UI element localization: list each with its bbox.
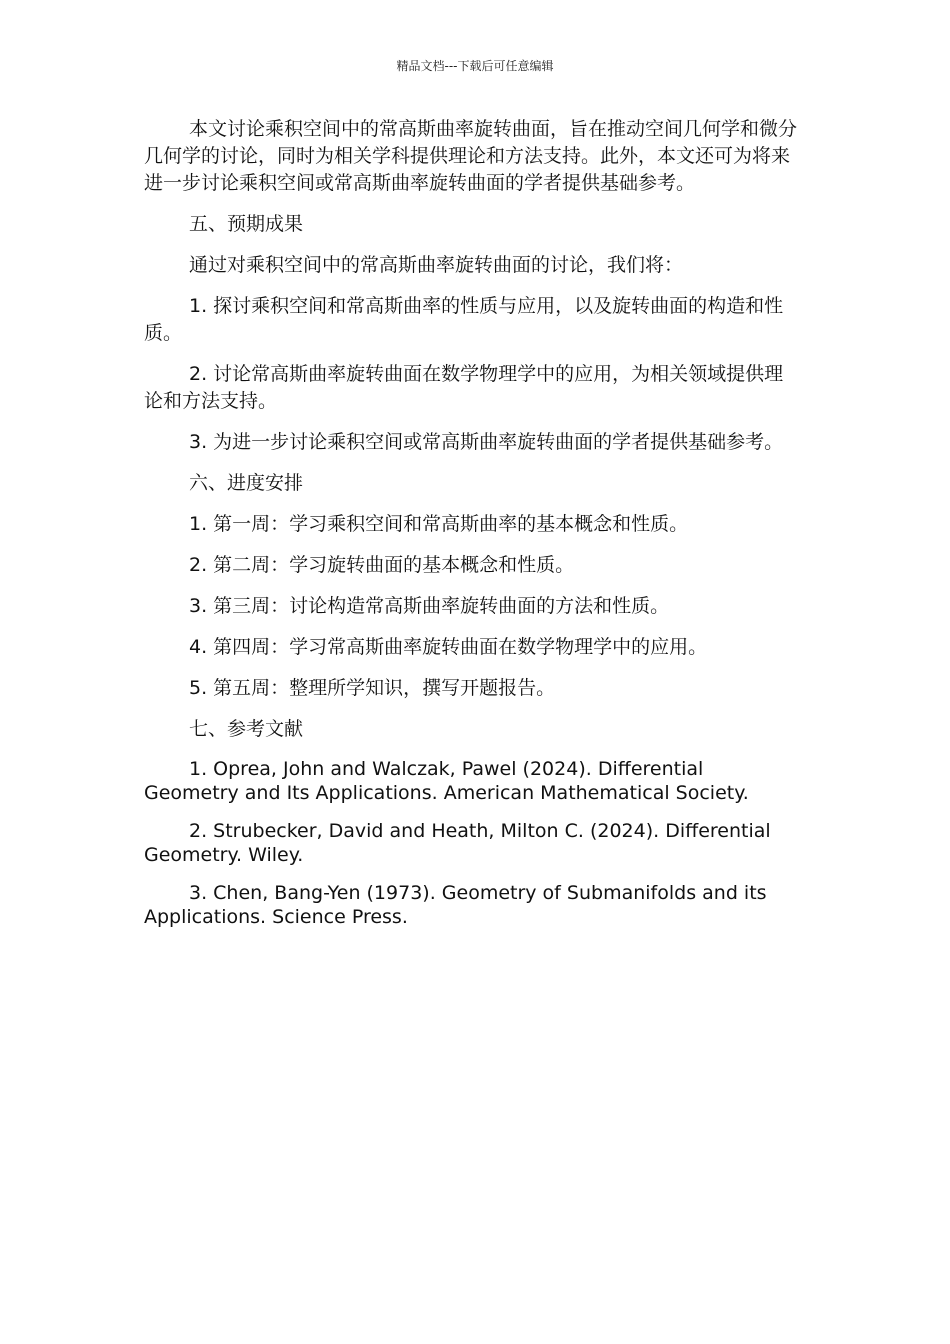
schedule-item-5: 5. 第五周：整理所学知识，撰写开题报告。: [189, 677, 556, 699]
schedule-item-4: 4. 第四周：学习常高斯曲率旋转曲面在数学物理学中的应用。: [189, 636, 708, 658]
section-heading-references: 七、参考文献: [189, 718, 304, 740]
page-header: 精品文档---下载后可任意编辑: [396, 59, 554, 73]
schedule-item-3: 3. 第三周：讨论构造常高斯曲率旋转曲面的方法和性质。: [189, 595, 670, 617]
expected-result-item-2: 2. 讨论常高斯曲率旋转曲面在数学物理学中的应用，为相关领域提供理论和方法支持。: [144, 363, 784, 412]
reference-item-1: 1. Oprea, John and Walczak, Pawel (2024). Differential Geometry and Its Applications. American Mathematical Society.: [144, 758, 749, 804]
document-body: [144, 116, 800, 943]
schedule-item-1: 1. 第一周：学习乘积空间和常高斯曲率的基本概念和性质。: [189, 513, 689, 535]
schedule-item-2: 2. 第二周：学习旋转曲面的基本概念和性质。: [189, 554, 575, 576]
section-heading-expected-results: 五、预期成果: [189, 213, 304, 235]
expected-results-lead: 通过对乘积空间中的常高斯曲率旋转曲面的讨论，我们将：: [189, 254, 684, 276]
reference-item-3: 3. Chen, Bang-Yen (1973). Geometry of Submanifolds and its Applications. Science Press.: [144, 882, 767, 928]
expected-result-item-3: 3. 为进一步讨论乘积空间或常高斯曲率旋转曲面的学者提供基础参考。: [189, 431, 784, 453]
reference-item-2: 2. Strubecker, David and Heath, Milton C. (2024). Differential Geometry. Wiley.: [144, 820, 771, 866]
section-heading-schedule: 六、进度安排: [189, 472, 304, 494]
intro-paragraph: 本文讨论乘积空间中的常高斯曲率旋转曲面，旨在推动空间几何学和微分几何学的讨论，同时为相关学科提供理论和方法支持。此外，本文还可为将来进一步讨论乘积空间或常高斯曲率旋转曲面的学者提供基础参考。: [144, 118, 798, 194]
expected-result-item-1: 1. 探讨乘积空间和常高斯曲率的性质与应用，以及旋转曲面的构造和性质。: [144, 295, 784, 344]
